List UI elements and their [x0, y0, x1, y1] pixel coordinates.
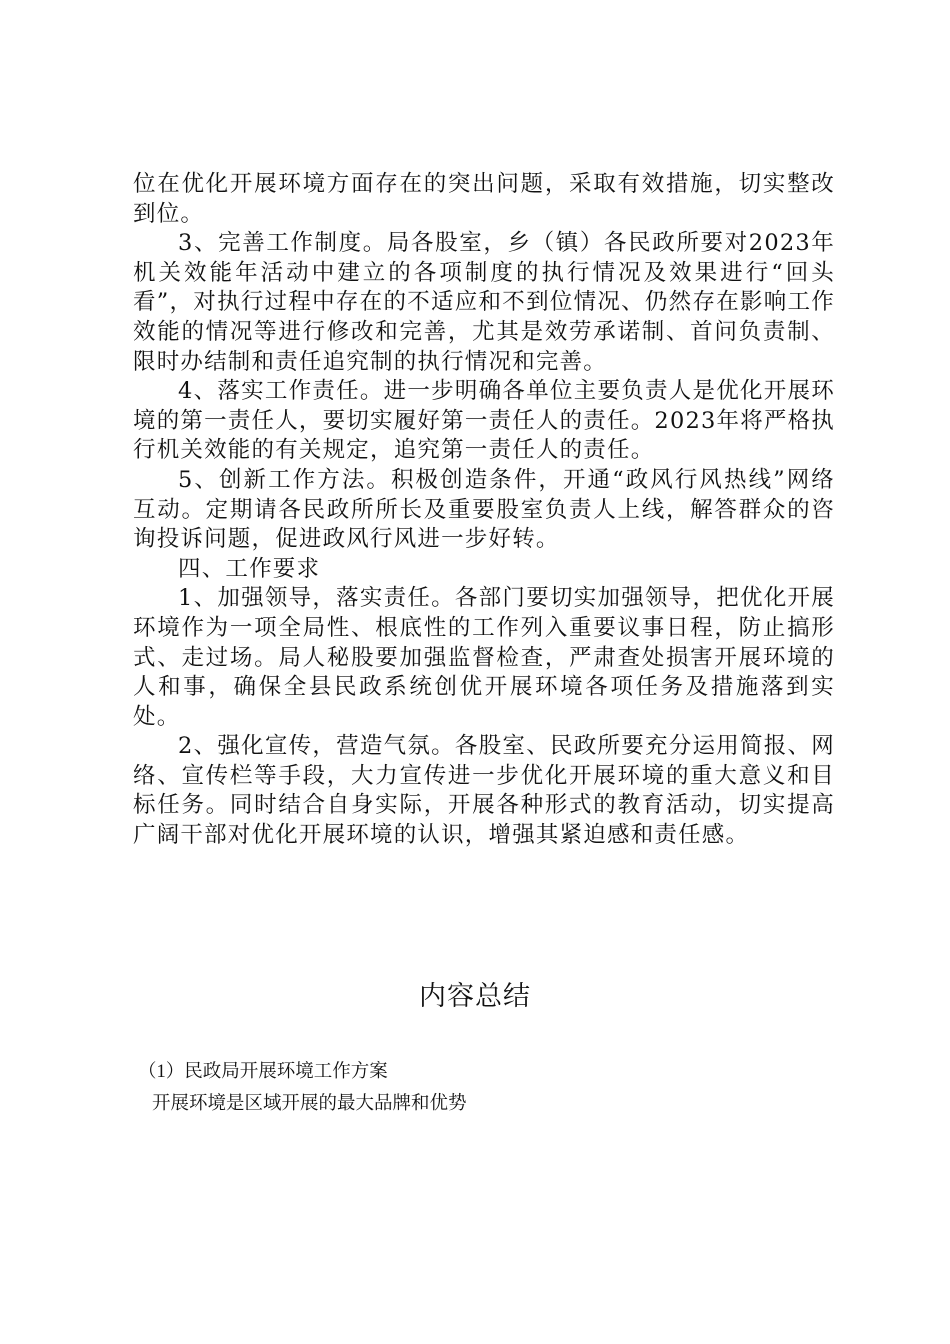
paragraph-work-responsibility: 4、落实工作责任。进一步明确各单位主要负责人是优化开展环境的第一责任人，要切实履好第一责任人的责任。2023年将严格执行机关效能的有关规定，追究第一责任人的责任。: [133, 378, 835, 464]
paragraph-continuation: 位在优化开展环境方面存在的突出问题，采取有效措施，切实整改到位。: [133, 171, 835, 227]
summary-title: 内容总结: [419, 981, 531, 1011]
summary-description: 开展环境是区域开展的最大品牌和优势: [152, 1094, 467, 1114]
document-body: [133, 170, 835, 851]
paragraph-publicity: 2、强化宣传，营造气氛。各股室、民政所要充分运用简报、网络、宣传栏等手段，大力宣传进一步优化开展环境的重大意义和目标任务。同时结合自身实际，开展各种形式的教育活动，切实提高广阔干部对优化开展环境的认识，增强其紧迫感和责任感。: [133, 733, 835, 849]
summary-item: （1）民政局开展环境工作方案: [138, 1062, 388, 1082]
paragraph-leadership: 1、加强领导，落实责任。各部门要切实加强领导，把优化开展环境作为一项全局性、根底性的工作列入重要议事日程，防止搞形式、走过场。局人秘股要加强监督检查，严肃查处损害开展环境的人和事，确保全县民政系统创优开展环境各项任务及措施落到实处。: [133, 585, 835, 730]
paragraph-work-method: 5、创新工作方法。积极创造条件，开通“政风行风热线”网络互动。定期请各民政所所长及重要股室负责人上线，解答群众的咨询投诉问题，促进政风行风进一步好转。: [133, 466, 835, 553]
section-heading-work-requirements: 四、工作要求: [178, 555, 321, 582]
paragraph-work-system: 3、完善工作制度。局各股室，乡（镇）各民政所要对2023年机关效能年活动中建立的各项制度的执行情况及效果进行“回头看”，对执行过程中存在的不适应和不到位情况、仍然存在影响工作效能的情况等进行修改和完善，尤其是效劳承诺制、首问负责制、限时办结制和责任追究制的执行情况和完善。: [133, 230, 835, 375]
